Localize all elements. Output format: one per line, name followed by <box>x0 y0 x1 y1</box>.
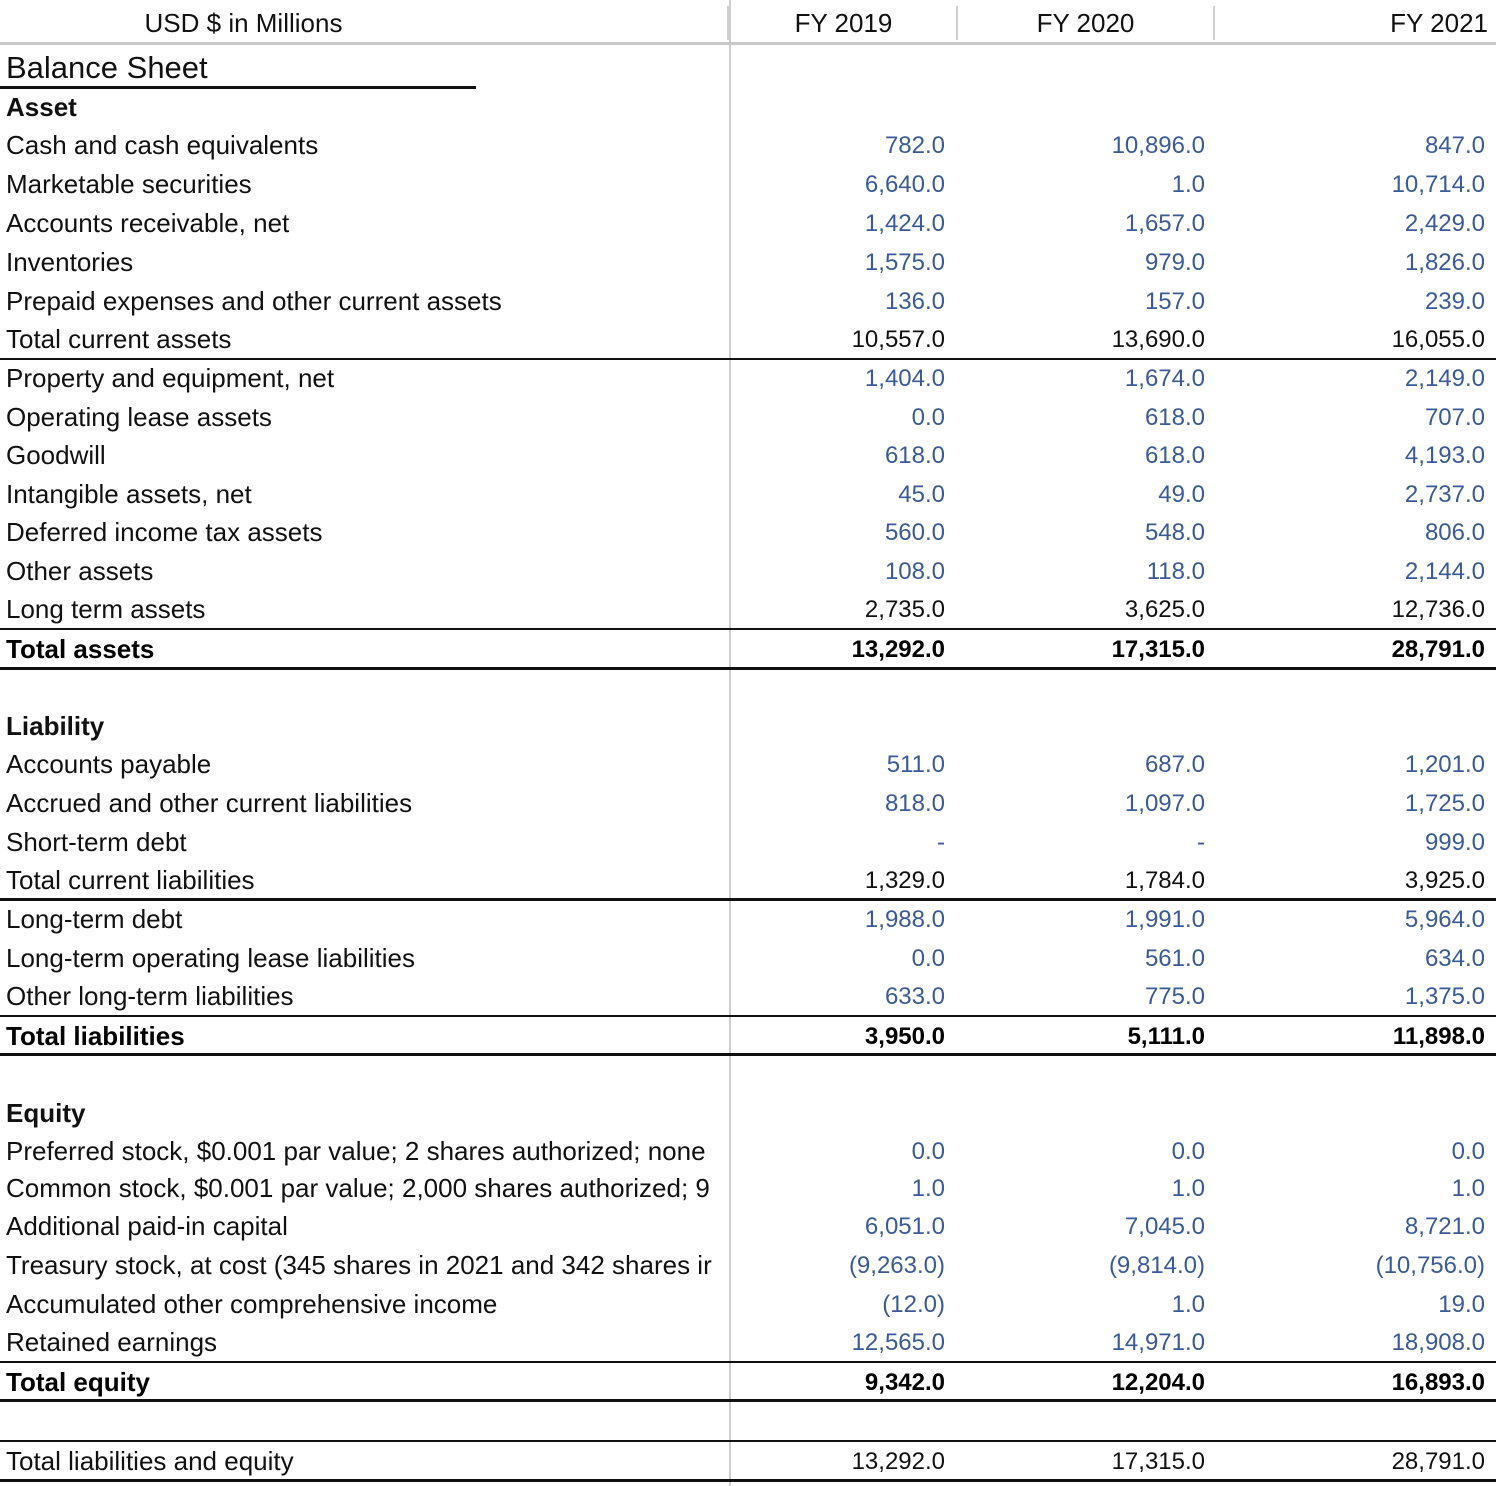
cell-fy2019[interactable]: 1,329.0 <box>864 867 945 894</box>
cell-fy2019[interactable]: 6,051.0 <box>864 1213 945 1240</box>
section-equity <box>0 1094 1496 1133</box>
cell-fy2021[interactable]: 707.0 <box>1424 404 1485 431</box>
cell-fy2019[interactable]: 1,404.0 <box>864 365 945 392</box>
cell-fy2019[interactable]: - <box>937 829 945 856</box>
section-liability <box>0 707 1496 746</box>
cell-fy2019[interactable]: 618.0 <box>884 442 945 469</box>
row-label: Accounts receivable, net <box>6 208 290 238</box>
cell-fy2019[interactable]: 136.0 <box>884 288 945 315</box>
cell-fy2021[interactable]: 10,714.0 <box>1391 171 1485 198</box>
row-lt-lease[interactable] <box>0 939 1496 978</box>
cell-fy2021[interactable]: 0.0 <box>1451 1138 1485 1165</box>
row-goodwill[interactable] <box>0 436 1496 475</box>
cell-fy2019[interactable]: 108.0 <box>884 558 945 585</box>
cell-fy2020[interactable]: 1,657.0 <box>1124 210 1205 237</box>
cell-fy2020[interactable]: 775.0 <box>1144 983 1205 1010</box>
cell-fy2020[interactable]: 7,045.0 <box>1124 1213 1205 1240</box>
row-total-liabilities[interactable] <box>0 1017 1496 1056</box>
row-marketable[interactable] <box>0 165 1496 204</box>
row-treasury[interactable] <box>0 1246 1496 1285</box>
cell-fy2021[interactable]: 19.0 <box>1438 1291 1485 1318</box>
cell-fy2020[interactable]: 1,991.0 <box>1124 906 1205 933</box>
section-label: Asset <box>6 92 77 122</box>
cell-fy2020[interactable]: 17,315.0 <box>1111 1448 1205 1475</box>
cell-fy2020[interactable]: 1.0 <box>1171 1175 1205 1202</box>
row-ap[interactable] <box>0 745 1496 784</box>
cell-fy2020[interactable]: (9,814.0) <box>1108 1252 1205 1279</box>
cell-fy2020[interactable]: 618.0 <box>1144 404 1205 431</box>
row-label: Prepaid expenses and other current assets <box>6 286 502 316</box>
row-label: Total equity <box>6 1367 150 1397</box>
row-common[interactable] <box>0 1169 1496 1208</box>
cell-fy2019[interactable]: 12,565.0 <box>851 1329 945 1356</box>
cell-fy2021[interactable]: 16,893.0 <box>1391 1369 1485 1396</box>
cell-fy2019[interactable]: 782.0 <box>884 132 945 159</box>
row-cash[interactable] <box>0 126 1496 165</box>
row-inventories[interactable] <box>0 243 1496 282</box>
cell-fy2020[interactable]: 548.0 <box>1144 519 1205 546</box>
row-label: Long-term debt <box>6 904 183 934</box>
cell-fy2021[interactable]: 1,826.0 <box>1404 249 1485 276</box>
cell-fy2021[interactable]: 1,201.0 <box>1404 751 1485 778</box>
row-deferred-tax[interactable] <box>0 513 1496 552</box>
header-row <box>0 0 1496 45</box>
cell-fy2019[interactable]: 2,735.0 <box>864 596 945 623</box>
cell-fy2019[interactable]: 0.0 <box>911 945 945 972</box>
cell-fy2019[interactable]: 13,292.0 <box>851 636 945 663</box>
cell-fy2021[interactable]: 2,149.0 <box>1404 365 1485 392</box>
cell-fy2021[interactable]: 634.0 <box>1424 945 1485 972</box>
row-total-current-liabilities[interactable] <box>0 861 1496 901</box>
row-label: Operating lease assets <box>6 402 272 432</box>
row-total-liabilities-equity[interactable] <box>0 1440 1496 1482</box>
cell-fy2021[interactable]: 2,144.0 <box>1404 558 1485 585</box>
cell-fy2021[interactable]: 12,736.0 <box>1391 596 1485 623</box>
cell-fy2021[interactable]: 847.0 <box>1424 132 1485 159</box>
row-long-debt[interactable] <box>0 900 1496 939</box>
row-retained[interactable] <box>0 1323 1496 1363</box>
cell-fy2020[interactable]: 1,784.0 <box>1124 867 1205 894</box>
row-label: Goodwill <box>6 440 106 470</box>
cell-fy2019[interactable]: 45.0 <box>898 481 945 508</box>
cell-fy2021[interactable]: 239.0 <box>1424 288 1485 315</box>
row-label: Total liabilities <box>6 1021 185 1051</box>
section-asset <box>0 88 1496 127</box>
cell-fy2021[interactable]: 999.0 <box>1424 829 1485 856</box>
cell-fy2021[interactable]: 18,908.0 <box>1391 1329 1485 1356</box>
cell-fy2019[interactable]: 9,342.0 <box>864 1369 945 1396</box>
row-intangible[interactable] <box>0 475 1496 514</box>
cell-fy2021[interactable]: (10,756.0) <box>1375 1252 1485 1279</box>
cell-fy2019[interactable]: 1,575.0 <box>864 249 945 276</box>
fy2021-header[interactable]: FY 2021 <box>1390 8 1488 38</box>
cell-fy2020[interactable]: 10,896.0 <box>1111 132 1205 159</box>
cell-fy2021[interactable]: 5,964.0 <box>1404 906 1485 933</box>
cell-fy2019[interactable]: 0.0 <box>911 1138 945 1165</box>
row-other-assets[interactable] <box>0 552 1496 591</box>
cell-fy2021[interactable]: 16,055.0 <box>1391 326 1485 353</box>
row-preferred[interactable] <box>0 1132 1496 1171</box>
row-long-term-assets[interactable] <box>0 590 1496 630</box>
cell-fy2020[interactable]: 12,204.0 <box>1111 1369 1205 1396</box>
cell-fy2020[interactable]: 14,971.0 <box>1111 1329 1205 1356</box>
row-label: Total assets <box>6 634 155 664</box>
cell-fy2019[interactable]: (12.0) <box>882 1291 945 1318</box>
cell-fy2021[interactable]: 2,737.0 <box>1404 481 1485 508</box>
cell-fy2021[interactable]: 806.0 <box>1424 519 1485 546</box>
row-label: Total current assets <box>6 324 232 354</box>
cell-fy2020[interactable]: 1,097.0 <box>1124 790 1205 817</box>
fy2019-header[interactable]: FY 2019 <box>731 6 958 40</box>
row-total-equity[interactable] <box>0 1363 1496 1402</box>
cell-fy2020[interactable]: 1,674.0 <box>1124 365 1205 392</box>
cell-fy2020[interactable]: 49.0 <box>1158 481 1205 508</box>
cell-fy2021[interactable]: 1,725.0 <box>1404 790 1485 817</box>
cell-fy2020[interactable]: 17,315.0 <box>1111 636 1205 663</box>
row-label: Long-term operating lease liabilities <box>6 943 416 973</box>
cell-fy2020[interactable]: 3,625.0 <box>1124 596 1205 623</box>
row-label: Accumulated other comprehensive income <box>6 1289 498 1319</box>
row-short-debt[interactable] <box>0 823 1496 862</box>
row-aoci[interactable] <box>0 1285 1496 1324</box>
row-label: Marketable securities <box>6 169 252 199</box>
sheet-title: Balance Sheet <box>6 50 208 85</box>
cell-fy2019[interactable]: 818.0 <box>884 790 945 817</box>
row-label: Total current liabilities <box>6 865 255 895</box>
section-label: Equity <box>6 1098 86 1128</box>
row-other-lt[interactable] <box>0 977 1496 1017</box>
cell-fy2020[interactable]: 1.0 <box>1171 171 1205 198</box>
cell-fy2019[interactable]: 633.0 <box>884 983 945 1010</box>
cell-fy2019[interactable]: 3,950.0 <box>864 1023 945 1050</box>
row-total-current-assets[interactable] <box>0 320 1496 360</box>
row-label: Property and equipment, net <box>6 363 335 393</box>
row-label: Total liabilities and equity <box>6 1446 294 1476</box>
cell-fy2020[interactable]: 118.0 <box>1146 558 1205 585</box>
cell-fy2021[interactable]: 1.0 <box>1451 1175 1485 1202</box>
cell-fy2020[interactable]: 157.0 <box>1144 288 1205 315</box>
row-label: Inventories <box>6 247 134 277</box>
cell-fy2020[interactable]: 0.0 <box>1171 1138 1205 1165</box>
row-label: Intangible assets, net <box>6 479 252 509</box>
cell-fy2021[interactable]: 1,375.0 <box>1404 983 1485 1010</box>
row-label: Additional paid-in capital <box>6 1211 288 1241</box>
row-label: Accounts payable <box>6 749 212 779</box>
cell-fy2019[interactable]: 10,557.0 <box>851 326 945 353</box>
cell-fy2021[interactable]: 3,925.0 <box>1404 867 1485 894</box>
row-prepaid[interactable] <box>0 282 1496 321</box>
row-ppe[interactable] <box>0 359 1496 398</box>
row-label: Short-term debt <box>6 827 187 857</box>
cell-fy2019[interactable]: 511.0 <box>886 751 945 778</box>
row-label: Accrued and other current liabilities <box>6 788 413 818</box>
cell-fy2020[interactable]: - <box>1197 829 1205 856</box>
cell-fy2020[interactable]: 687.0 <box>1144 751 1205 778</box>
cell-fy2020[interactable]: 561.0 <box>1144 945 1205 972</box>
cell-fy2021[interactable]: 4,193.0 <box>1404 442 1485 469</box>
row-op-lease[interactable] <box>0 398 1496 437</box>
cell-fy2020[interactable]: 13,690.0 <box>1111 326 1205 353</box>
cell-fy2020[interactable]: 5,111.0 <box>1127 1023 1205 1050</box>
cell-fy2021[interactable]: 28,791.0 <box>1391 1448 1485 1475</box>
cell-fy2019[interactable]: 1.0 <box>911 1175 945 1202</box>
cell-fy2019[interactable]: 1,988.0 <box>864 906 945 933</box>
row-label: Cash and cash equivalents <box>6 130 319 160</box>
cell-fy2019[interactable]: 0.0 <box>911 404 945 431</box>
cell-fy2019[interactable]: 6,640.0 <box>864 171 945 198</box>
row-total-assets[interactable] <box>0 630 1496 670</box>
cell-fy2020[interactable]: 979.0 <box>1144 249 1205 276</box>
cell-fy2020[interactable]: 618.0 <box>1144 442 1205 469</box>
cell-fy2021[interactable]: 28,791.0 <box>1391 636 1485 663</box>
cell-fy2019[interactable]: 560.0 <box>884 519 945 546</box>
cell-fy2020[interactable]: 1.0 <box>1171 1291 1205 1318</box>
section-label: Liability <box>6 711 105 741</box>
cell-fy2019[interactable]: (9,263.0) <box>848 1252 945 1279</box>
row-apic[interactable] <box>0 1207 1496 1246</box>
row-label: Retained earnings <box>6 1327 218 1357</box>
cell-fy2021[interactable]: 8,721.0 <box>1404 1213 1485 1240</box>
row-label: Other long-term liabilities <box>6 981 294 1011</box>
row-label: Preferred stock, $0.001 par value; 2 shares authorized; none <box>6 1136 706 1166</box>
row-accrued[interactable] <box>0 784 1496 823</box>
row-label: Treasury stock, at cost (345 shares in 2021 and 342 shares ir <box>6 1250 712 1280</box>
cell-fy2021[interactable]: 2,429.0 <box>1404 210 1485 237</box>
row-label: Long term assets <box>6 594 206 624</box>
fy2020-header[interactable]: FY 2020 <box>958 6 1215 40</box>
row-label: Common stock, $0.001 par value; 2,000 shares authorized; 9 <box>6 1173 710 1203</box>
cell-fy2019[interactable]: 13,292.0 <box>851 1448 945 1475</box>
row-label: Deferred income tax assets <box>6 517 323 547</box>
units-header[interactable]: USD $ in Millions <box>0 6 729 40</box>
row-receivable[interactable] <box>0 204 1496 243</box>
cell-fy2021[interactable]: 11,898.0 <box>1392 1023 1485 1050</box>
cell-fy2019[interactable]: 1,424.0 <box>864 210 945 237</box>
row-label: Other assets <box>6 556 154 586</box>
